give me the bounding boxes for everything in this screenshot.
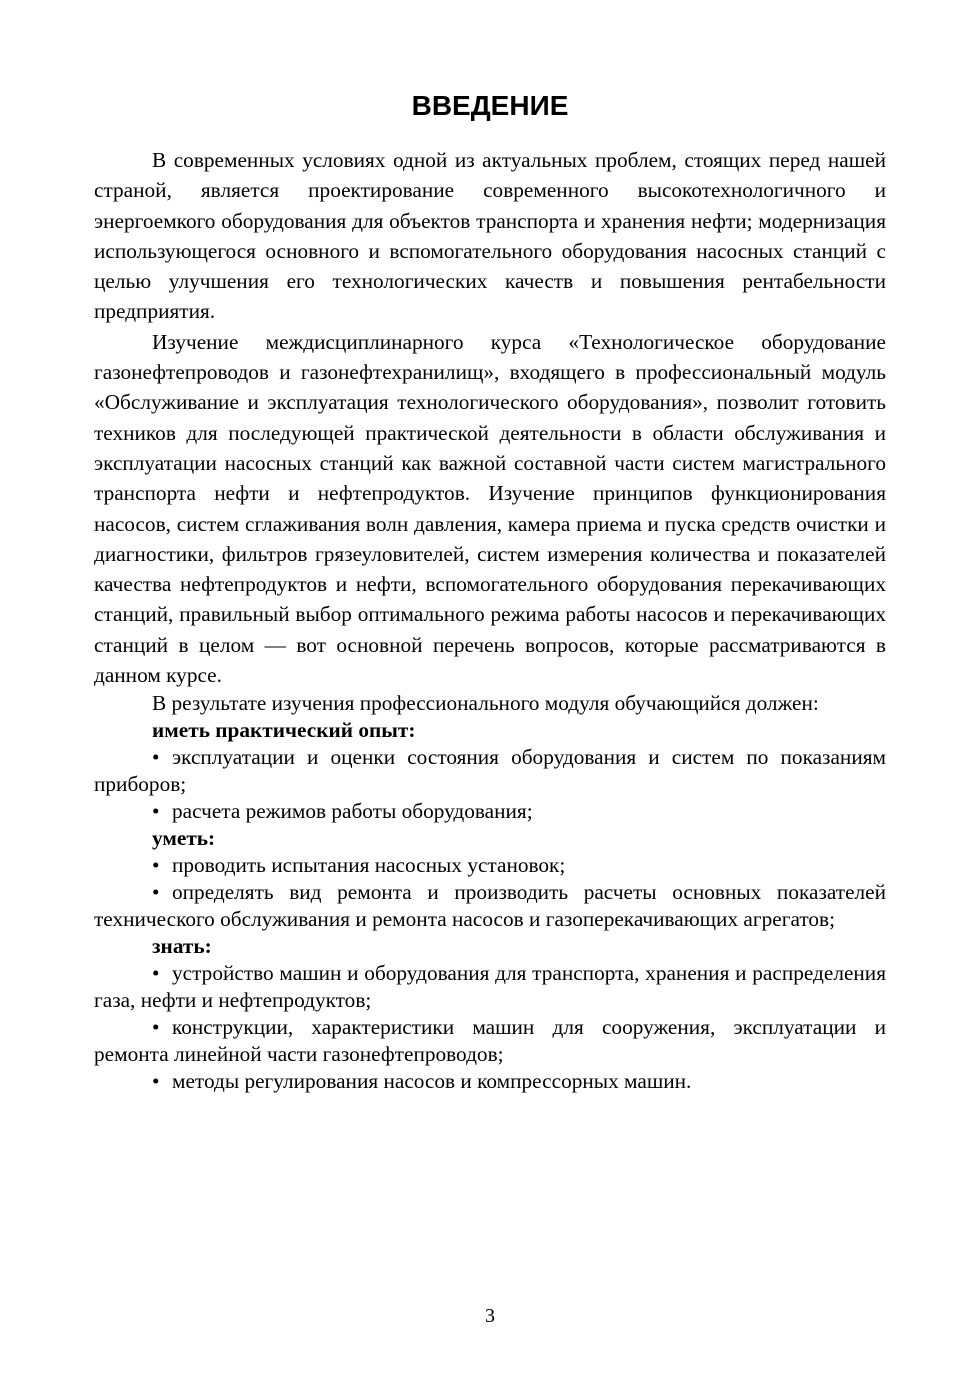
page-title: ВВЕДЕНИЕ: [411, 90, 569, 121]
page-number: 3: [485, 1305, 495, 1327]
paragraph-result: В результате изучения профессионального модуля обучающийся должен:: [152, 691, 819, 716]
bullet-icon: •: [152, 853, 160, 878]
list-item: [94, 852, 886, 879]
list-item-text: проводить испытания насосных установок;: [172, 853, 566, 878]
list-item-text: методы регулирования насосов и компрессорных машин.: [172, 1069, 692, 1094]
section-label-skills: уметь:: [152, 826, 216, 851]
list-item-text: устройство машин и оборудования для транспорта, хранения и распределения газа, нефти и нефтепродуктов;: [94, 961, 886, 1013]
paragraph-course: Изучение междисциплинарного курса «Технологическое оборудование газонефтепроводов и газонефтехранилищ», входящего в профессиональный модуль «Обслуживание и эксплуатация технологического оборудования», позволит готовить техников для последующей практической деятельности в области обслуживания и эксплуатации насосных станций как важной составной части систем магистрального транспорта нефти и нефтепродуктов. Изучение принципов функционирования насосов, систем сглаживания волн давления, камера приема и пуска средств очистки и диагностики, фильтров грязеуловителей, систем измерения количества и показателей качества нефтепродуктов и нефти, вспомогательного оборудования перекачивающих станций, правильный выбор оптимального режима работы насосов и перекачивающих станций в целом — вот основной перечень вопросов, которые рассматриваются в данном курсе.: [94, 329, 886, 688]
bullet-icon: •: [152, 1069, 160, 1094]
bullet-icon: •: [152, 880, 160, 905]
section-label-knowledge: знать:: [152, 934, 212, 959]
list-item: [94, 744, 886, 798]
list-item: [94, 1068, 886, 1095]
list-item-text: определять вид ремонта и производить расчеты основных показателей технического обслуживания и ремонта насосов и газоперекачивающих агрегатов;: [94, 880, 886, 932]
bullet-icon: •: [152, 799, 160, 824]
list-item: [94, 798, 886, 825]
paragraph-intro: В современных условиях одной из актуальных проблем, стоящих перед нашей страной, является проектирование современного высокотехнологичного и энергоемкого оборудования для объектов транспорта и хранения нефти; модернизация использующегося основного и вспомогательного оборудования насосных станций с целью улучшения его технологических качеств и повышения рентабельности предприятия.: [94, 148, 886, 324]
list-item-text: эксплуатации и оценки состояния оборудования и систем по показаниям приборов;: [94, 745, 886, 797]
section-label-experience: иметь практический опыт:: [152, 718, 416, 743]
bullet-icon: •: [152, 1015, 160, 1040]
list-item-text: расчета режимов работы оборудования;: [172, 799, 533, 824]
bullet-icon: •: [152, 961, 160, 986]
list-item: [94, 879, 886, 933]
list-item: [94, 1014, 886, 1068]
body-text: [94, 145, 886, 1095]
list-item: [94, 960, 886, 1014]
bullet-icon: •: [152, 745, 160, 770]
list-item-text: конструкции, характеристики машин для сооружения, эксплуатации и ремонта линейной части газонефтепроводов;: [94, 1015, 886, 1067]
